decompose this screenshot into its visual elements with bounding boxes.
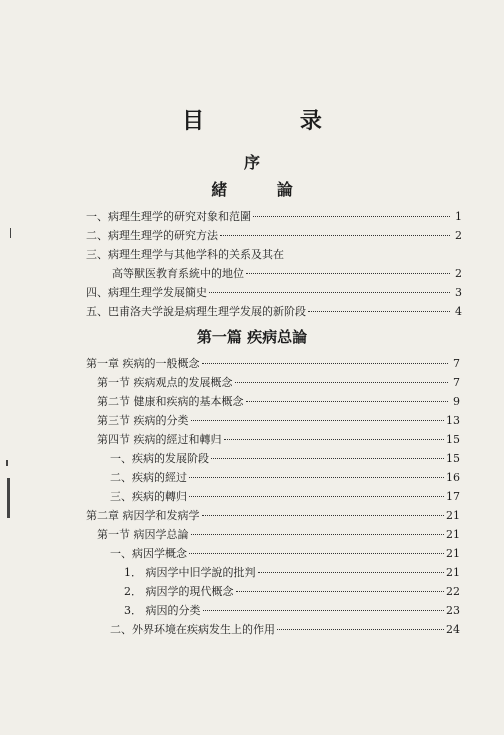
scan-mark [10,228,11,238]
toc-entry-label: 第二章 病因学和发病学 [86,509,200,522]
leader-dots [224,439,445,440]
toc-entry-page: 7 [453,357,460,370]
toc-entry-label: 3． 病因的分类 [124,604,201,617]
toc-entry[interactable] [97,376,460,390]
toc-entry[interactable] [112,267,462,281]
toc-entry-label: 第三节 疾病的分类 [97,414,189,427]
toc-entry-page: 16 [446,471,460,484]
leader-dots [202,515,445,516]
toc-entry[interactable] [97,433,460,447]
toc-entry[interactable] [86,305,462,319]
toc-entry-page: 21 [446,547,460,560]
toc-entry[interactable] [97,395,460,409]
leader-dots [253,216,450,217]
toc-entry-page: 21 [446,566,460,579]
toc-entry-page: 2 [455,229,462,242]
toc-entry[interactable] [110,623,460,637]
toc-entry[interactable] [86,210,462,224]
leader-dots [236,591,445,592]
toc-entry[interactable] [97,528,460,542]
leader-dots [277,629,444,630]
leader-dots [191,420,445,421]
toc-entry-label: 三、病理生理学与其他学科的关系及其在 [86,248,284,261]
toc-entry[interactable] [86,509,460,523]
leader-dots [211,458,444,459]
toc-entry-label: 第一节 病因学总論 [97,528,189,541]
toc-entry-label: 第一节 疾病观点的发展概念 [97,376,233,389]
leader-dots [203,610,445,611]
toc-entry-label: 五、巴甫洛夫学說是病理生理学发展的新阶段 [86,305,306,318]
toc-entry-page: 13 [446,414,460,427]
toc-entry-label: 四、病理生理学发展簡史 [86,286,207,299]
toc-entry-page: 3 [455,286,462,299]
toc-entry[interactable] [110,547,460,561]
part-heading: 第一篇 疾病总論 [196,328,308,346]
toc-entry[interactable] [124,604,460,618]
toc-entry[interactable] [86,357,460,371]
scan-mark [7,478,10,518]
leader-dots [258,572,445,573]
toc-entry[interactable] [110,471,460,485]
toc-entry-label: 2． 病因学的現代概念 [124,585,234,598]
page-title: 目 录 [182,108,366,134]
toc-entry[interactable] [97,414,460,428]
toc-entry-page: 21 [446,528,460,541]
toc-entry-page: 22 [446,585,460,598]
leader-dots [308,311,450,312]
toc-entry[interactable] [86,286,462,300]
leader-dots [246,401,449,402]
toc-entry-label: 二、外界环境在疾病发生上的作用 [110,623,275,636]
toc-entry-label: 第一章 疾病的一般概念 [86,357,200,370]
toc-entry-page: 4 [455,305,462,318]
toc-entry-page: 2 [455,267,462,280]
toc-entry-page: 15 [446,433,460,446]
toc-entry-label: 一、病因学概念 [110,547,187,560]
scan-mark [6,460,8,466]
toc-entry-label: 第二节 健康和疾病的基本概念 [97,395,244,408]
toc-entry[interactable] [110,490,460,504]
toc-entry-label: 三、疾病的轉归 [110,490,187,503]
preface-heading: 序 [243,153,260,172]
toc-entry-page: 21 [446,509,460,522]
toc-entry[interactable] [124,566,460,580]
toc-entry[interactable] [86,229,462,243]
leader-dots [209,292,450,293]
leader-dots [189,553,444,554]
toc-entry-label: 1． 病因学中旧学說的批判 [124,566,256,579]
toc-entry-page: 24 [446,623,460,636]
leader-dots [220,235,450,236]
toc-entry-page: 7 [453,376,460,389]
toc-entry-label: 第四节 疾病的經过和轉归 [97,433,222,446]
toc-entry-page: 1 [455,210,462,223]
toc-entry-page: 9 [453,395,460,408]
leader-dots [189,496,444,497]
leader-dots [246,273,450,274]
intro-heading: 緒 論 [211,180,315,199]
toc-entry-label: 一、疾病的发展阶段 [110,452,209,465]
toc-entry-page: 17 [446,490,460,503]
toc-entry-label: 高等獸医教育系統中的地位 [112,267,244,280]
leader-dots [189,477,444,478]
leader-dots [191,534,445,535]
toc-entry-page: 23 [446,604,460,617]
toc-entry-page: 15 [446,452,460,465]
toc-entry-label: 二、病理生理学的研究方法 [86,229,218,242]
toc-entry-label: 二、疾病的經过 [110,471,187,484]
leader-dots [202,363,449,364]
toc-entry[interactable] [86,248,284,262]
toc-entry-label: 一、病理生理学的研究对象和范圍 [86,210,251,223]
toc-entry[interactable] [110,452,460,466]
leader-dots [235,382,449,383]
toc-entry[interactable] [124,585,460,599]
